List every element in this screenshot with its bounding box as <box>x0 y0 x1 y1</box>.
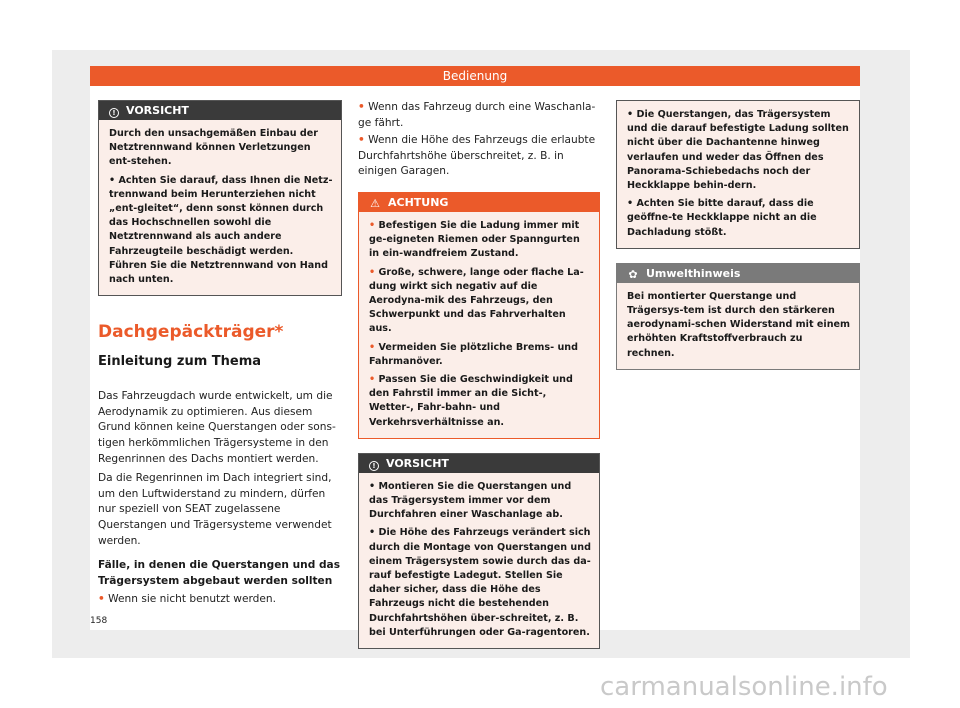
warning-item: • Befestigen Sie die Ladung immer mit ge-eigneten Riemen oder Spanngurten in ein-wandfreiem Zustand. <box>369 219 580 260</box>
page-number: 158 <box>90 616 108 626</box>
environment-box <box>616 263 860 370</box>
leaf-icon: ✿ <box>628 267 638 281</box>
caution-box <box>358 453 600 649</box>
list-item: • Wenn das Fahrzeug durch eine Waschanla-ge fährt. <box>358 101 596 129</box>
warning-item: • Große, schwere, lange oder flache La-dung wirkt sich negativ auf die Aerodyna-mik des Fahrzeugs, den Schwerpunkt und das Fahrverhalten aus. <box>369 266 584 335</box>
caution-item: Achten Sie darauf, dass Ihnen die Netz-trennwand beim Herunterziehen nicht „ent-gleitet“, denn sonst können durch das Hochschnellen sowohl die Netztrennwand als auch andere Fahrzeugteile beschädigt werden. Führen Sie die Netztrennwand von Hand nach unten. <box>109 174 333 286</box>
warning-triangle-icon: ⚠ <box>370 196 380 210</box>
subheading: Fälle, in denen die Querstangen und das Trägersystem abgebaut werden sollten <box>98 559 341 587</box>
info-circle-icon: ! <box>109 108 119 118</box>
caution-box-continued <box>616 100 860 249</box>
environment-text: Bei montierter Querstange und Trägersys-tem ist durch den stärkeren aerodynami-schen Widerstand mit einem erhöhten Kraftstoffverbrauch zu rechnen. <box>627 290 851 359</box>
caution-item: • Die Querstangen, das Trägersystem und die darauf befestigte Ladung sollten nicht über die Dachantenne hinweg verlaufen und weder das Öffnen des Panorama-Schiebedachs noch der Heckklappe behin-dern. <box>627 109 849 192</box>
info-circle-icon: ! <box>369 461 379 471</box>
caution-title: VORSICHT <box>386 456 449 470</box>
caution-text: Durch den unsachgemäßen Einbau der Netztrennwand können Verletzungen ent-stehen. <box>109 128 318 168</box>
column-right <box>616 100 860 384</box>
caution-box <box>98 100 342 296</box>
column-middle <box>358 100 600 663</box>
warning-title: ACHTUNG <box>388 195 449 209</box>
paragraph: Das Fahrzeugdach wurde entwickelt, um die Aerodynamik zu optimieren. Aus diesem Grund können keine Querstangen oder sons-tigen herkömmlichen Trägersysteme in den Regenrinnen des Dachs montiert werden. <box>98 390 336 465</box>
section-title: Dachgepäckträger* <box>98 322 284 343</box>
list-item: • Wenn die Höhe des Fahrzeugs die erlaubte Durchfahrtshöhe überschreitet, z. B. in einigen Garagen. <box>358 134 596 178</box>
caution-item: • Die Höhe des Fahrzeugs verändert sich durch die Montage von Querstangen und einem Trägersystem sowie durch das da-rauf befestigte Ladegut. Stellen Sie daher sicher, dass die Höhe des Fahrzeugs nicht die bestehenden Durchfahrtshöhen über-schreitet, z. B. bei Unterführungen oder Ga-ragentoren. <box>369 527 591 638</box>
column-left <box>98 100 342 608</box>
warning-item: • Passen Sie die Geschwindigkeit und den Fahrstil immer an die Sicht-, Wetter-, Fahr-bahn- und Verkehrsverhältnisse an. <box>369 374 573 428</box>
bullet-icon: • <box>109 174 116 186</box>
caution-item: • Achten Sie bitte darauf, dass die geöffne-te Heckklappe nicht an die Dachladung stößt. <box>627 198 817 238</box>
bullet-icon: • <box>358 101 365 113</box>
paragraph: Da die Regenrinnen im Dach integriert sind, um den Luftwiderstand zu mindern, dürfen nur speziell von SEAT zugelassene Querstangen und Trägersysteme verwendet werden. <box>98 472 332 547</box>
caution-item: • Montieren Sie die Querstangen und das Trägersystem immer vor dem Durchfahren einer Waschanlage ab. <box>369 480 572 521</box>
watermark: carmanualsonline.info <box>600 672 888 702</box>
caution-title: VORSICHT <box>126 104 189 117</box>
list-item: • Wenn sie nicht benutzt werden. <box>98 593 276 606</box>
warning-item: • Vermeiden Sie plötzliche Brems- und Fahrmanöver. <box>369 341 578 367</box>
bullet-icon: • <box>98 593 105 606</box>
warning-box <box>358 192 600 439</box>
bullet-icon: • <box>358 134 365 147</box>
section-subtitle: Einleitung zum Thema <box>98 354 262 370</box>
environment-title: Umwelthinweis <box>646 266 741 280</box>
section-header: Bedienung <box>90 66 860 86</box>
